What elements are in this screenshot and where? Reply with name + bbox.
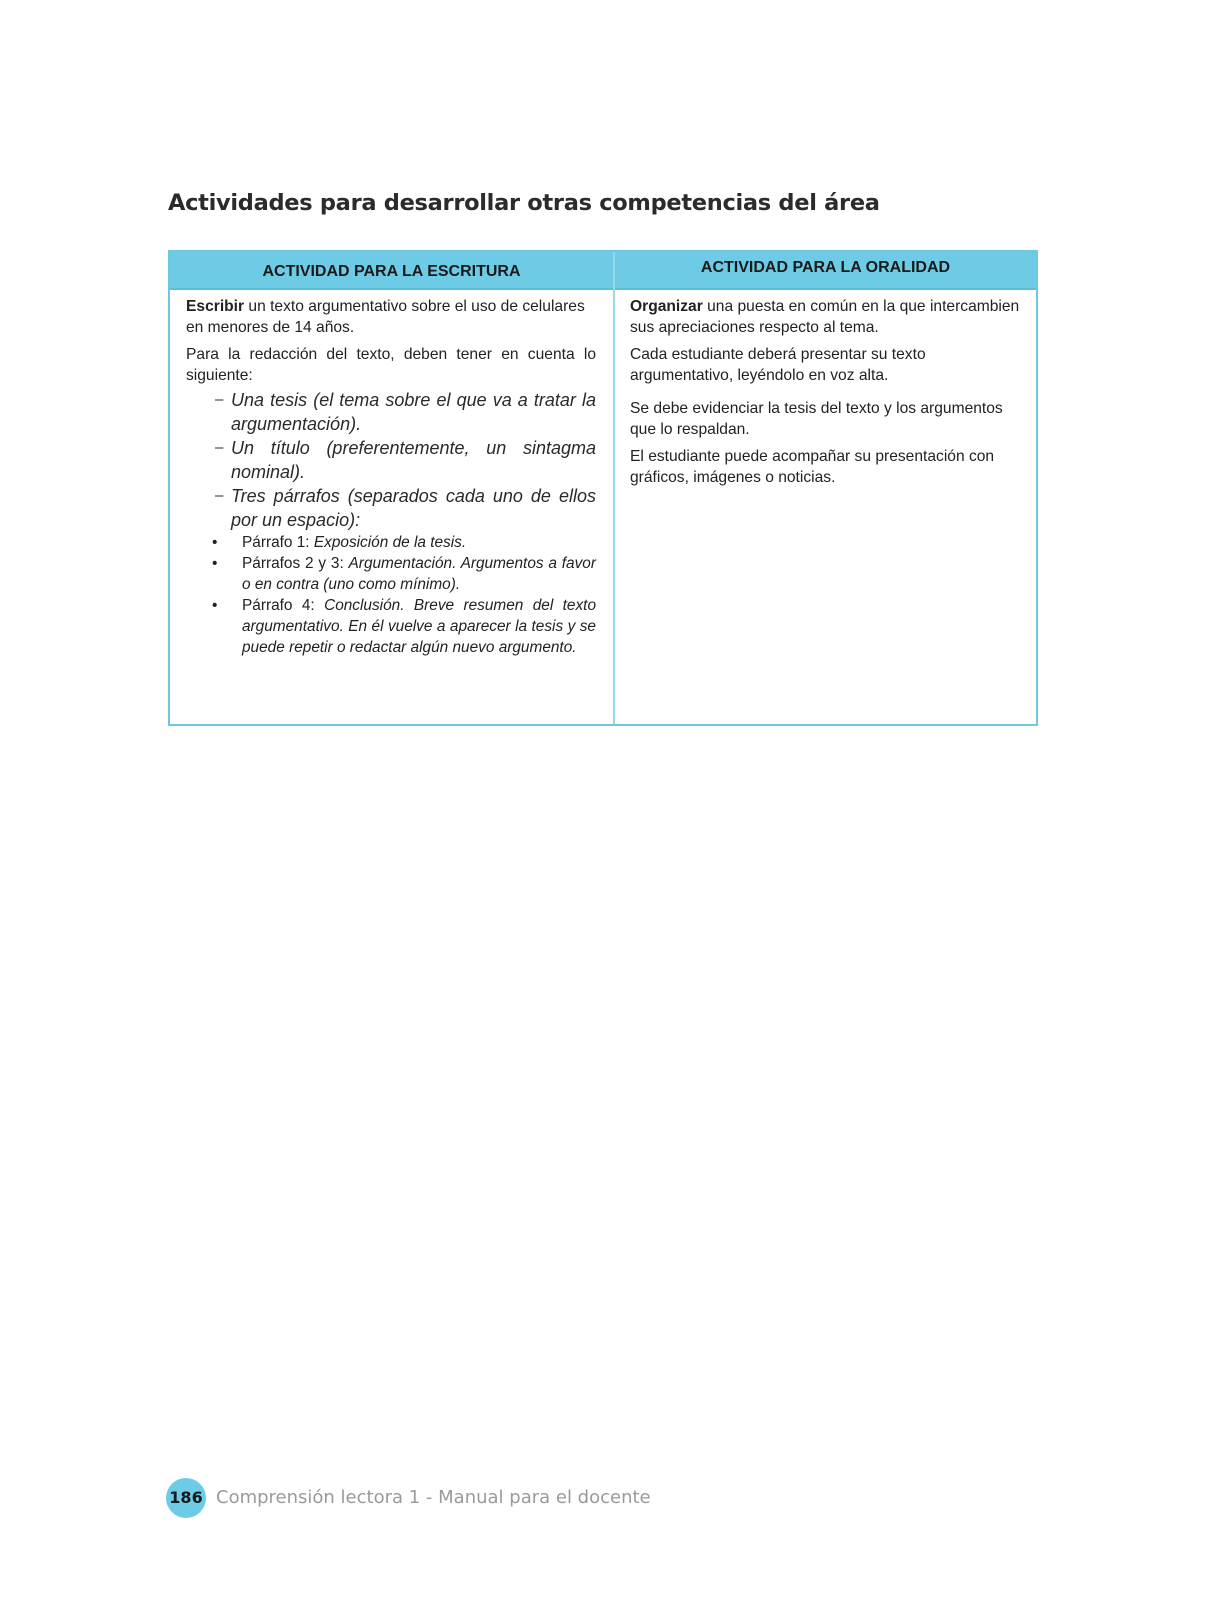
column-divider xyxy=(613,252,615,724)
paragraph-lead: Párrafo 4: xyxy=(242,597,325,614)
list-item xyxy=(186,595,596,658)
bullet-mark: • xyxy=(212,555,218,572)
oral-intro-verb: Organizar xyxy=(630,298,703,315)
header-oral-activity: ACTIVIDAD PARA LA ORALIDAD xyxy=(700,259,951,276)
header-writing-activity: ACTIVIDAD PARA LA ESCRITURA xyxy=(262,263,521,280)
requirement-text: Un título (preferentemente, un sintagma nominal). xyxy=(231,438,596,482)
oral-paragraph: El estudiante puede acompañar su presentación con gráficos, imágenes o noticias. xyxy=(630,448,995,486)
bullet-mark: • xyxy=(212,597,218,614)
writing-intro-text: un texto argumentativo sobre el uso de celulares en menores de 14 años. xyxy=(186,298,585,336)
oral-paragraph: Cada estudiante deberá presentar su texto argumentativo, leyéndolo en voz alta. xyxy=(630,346,926,384)
activities-table xyxy=(168,250,1038,726)
paragraph-structure-list xyxy=(186,532,596,658)
requirement-text: Una tesis (el tema sobre el que va a tratar la argumentación). xyxy=(231,390,596,434)
section-title: Actividades para desarrollar otras competencias del área xyxy=(168,190,880,216)
writing-instructions: Para la redacción del texto, deben tener en cuenta lo siguiente: xyxy=(186,346,596,384)
oral-paragraph: Se debe evidenciar la tesis del texto y los argumentos que lo respaldan. xyxy=(630,400,1003,438)
list-item xyxy=(186,388,596,436)
oral-intro xyxy=(630,296,1025,338)
oral-intro-text: una puesta en común en la que intercambien sus apreciaciones respecto al tema. xyxy=(630,298,1020,336)
list-item xyxy=(186,532,596,553)
footer-book-title: Comprensión lectora 1 - Manual para el docente xyxy=(216,1487,651,1508)
writing-requirements-list xyxy=(186,388,596,532)
writing-intro-verb: Escribir xyxy=(186,298,245,315)
page-number-badge: 186 xyxy=(166,1478,206,1518)
writing-activity-cell xyxy=(186,296,596,658)
requirement-text: Tres párrafos (separados cada uno de ellos por un espacio): xyxy=(231,486,596,530)
bullet-mark: • xyxy=(212,534,218,551)
paragraph-lead: Párrafos 2 y 3: xyxy=(242,555,349,572)
oral-activity-cell xyxy=(630,296,1025,494)
list-item xyxy=(186,436,596,484)
paragraph-lead: Párrafo 1: xyxy=(242,534,314,551)
list-item xyxy=(186,553,596,595)
paragraph-description: Conclusión. Breve resumen del texto argumentativo. En él vuelve a aparecer la tesis y se puede repetir o redactar algún nuevo argumento. xyxy=(242,597,597,656)
dash-mark: – xyxy=(215,391,224,408)
list-item xyxy=(186,484,596,532)
dash-mark: – xyxy=(215,439,224,456)
paragraph-description: Exposición de la tesis. xyxy=(313,534,467,551)
dash-mark: – xyxy=(215,487,224,504)
writing-intro xyxy=(186,296,596,338)
paragraph-description: Argumentación. Argumentos a favor o en contra (uno como mínimo). xyxy=(242,555,596,593)
